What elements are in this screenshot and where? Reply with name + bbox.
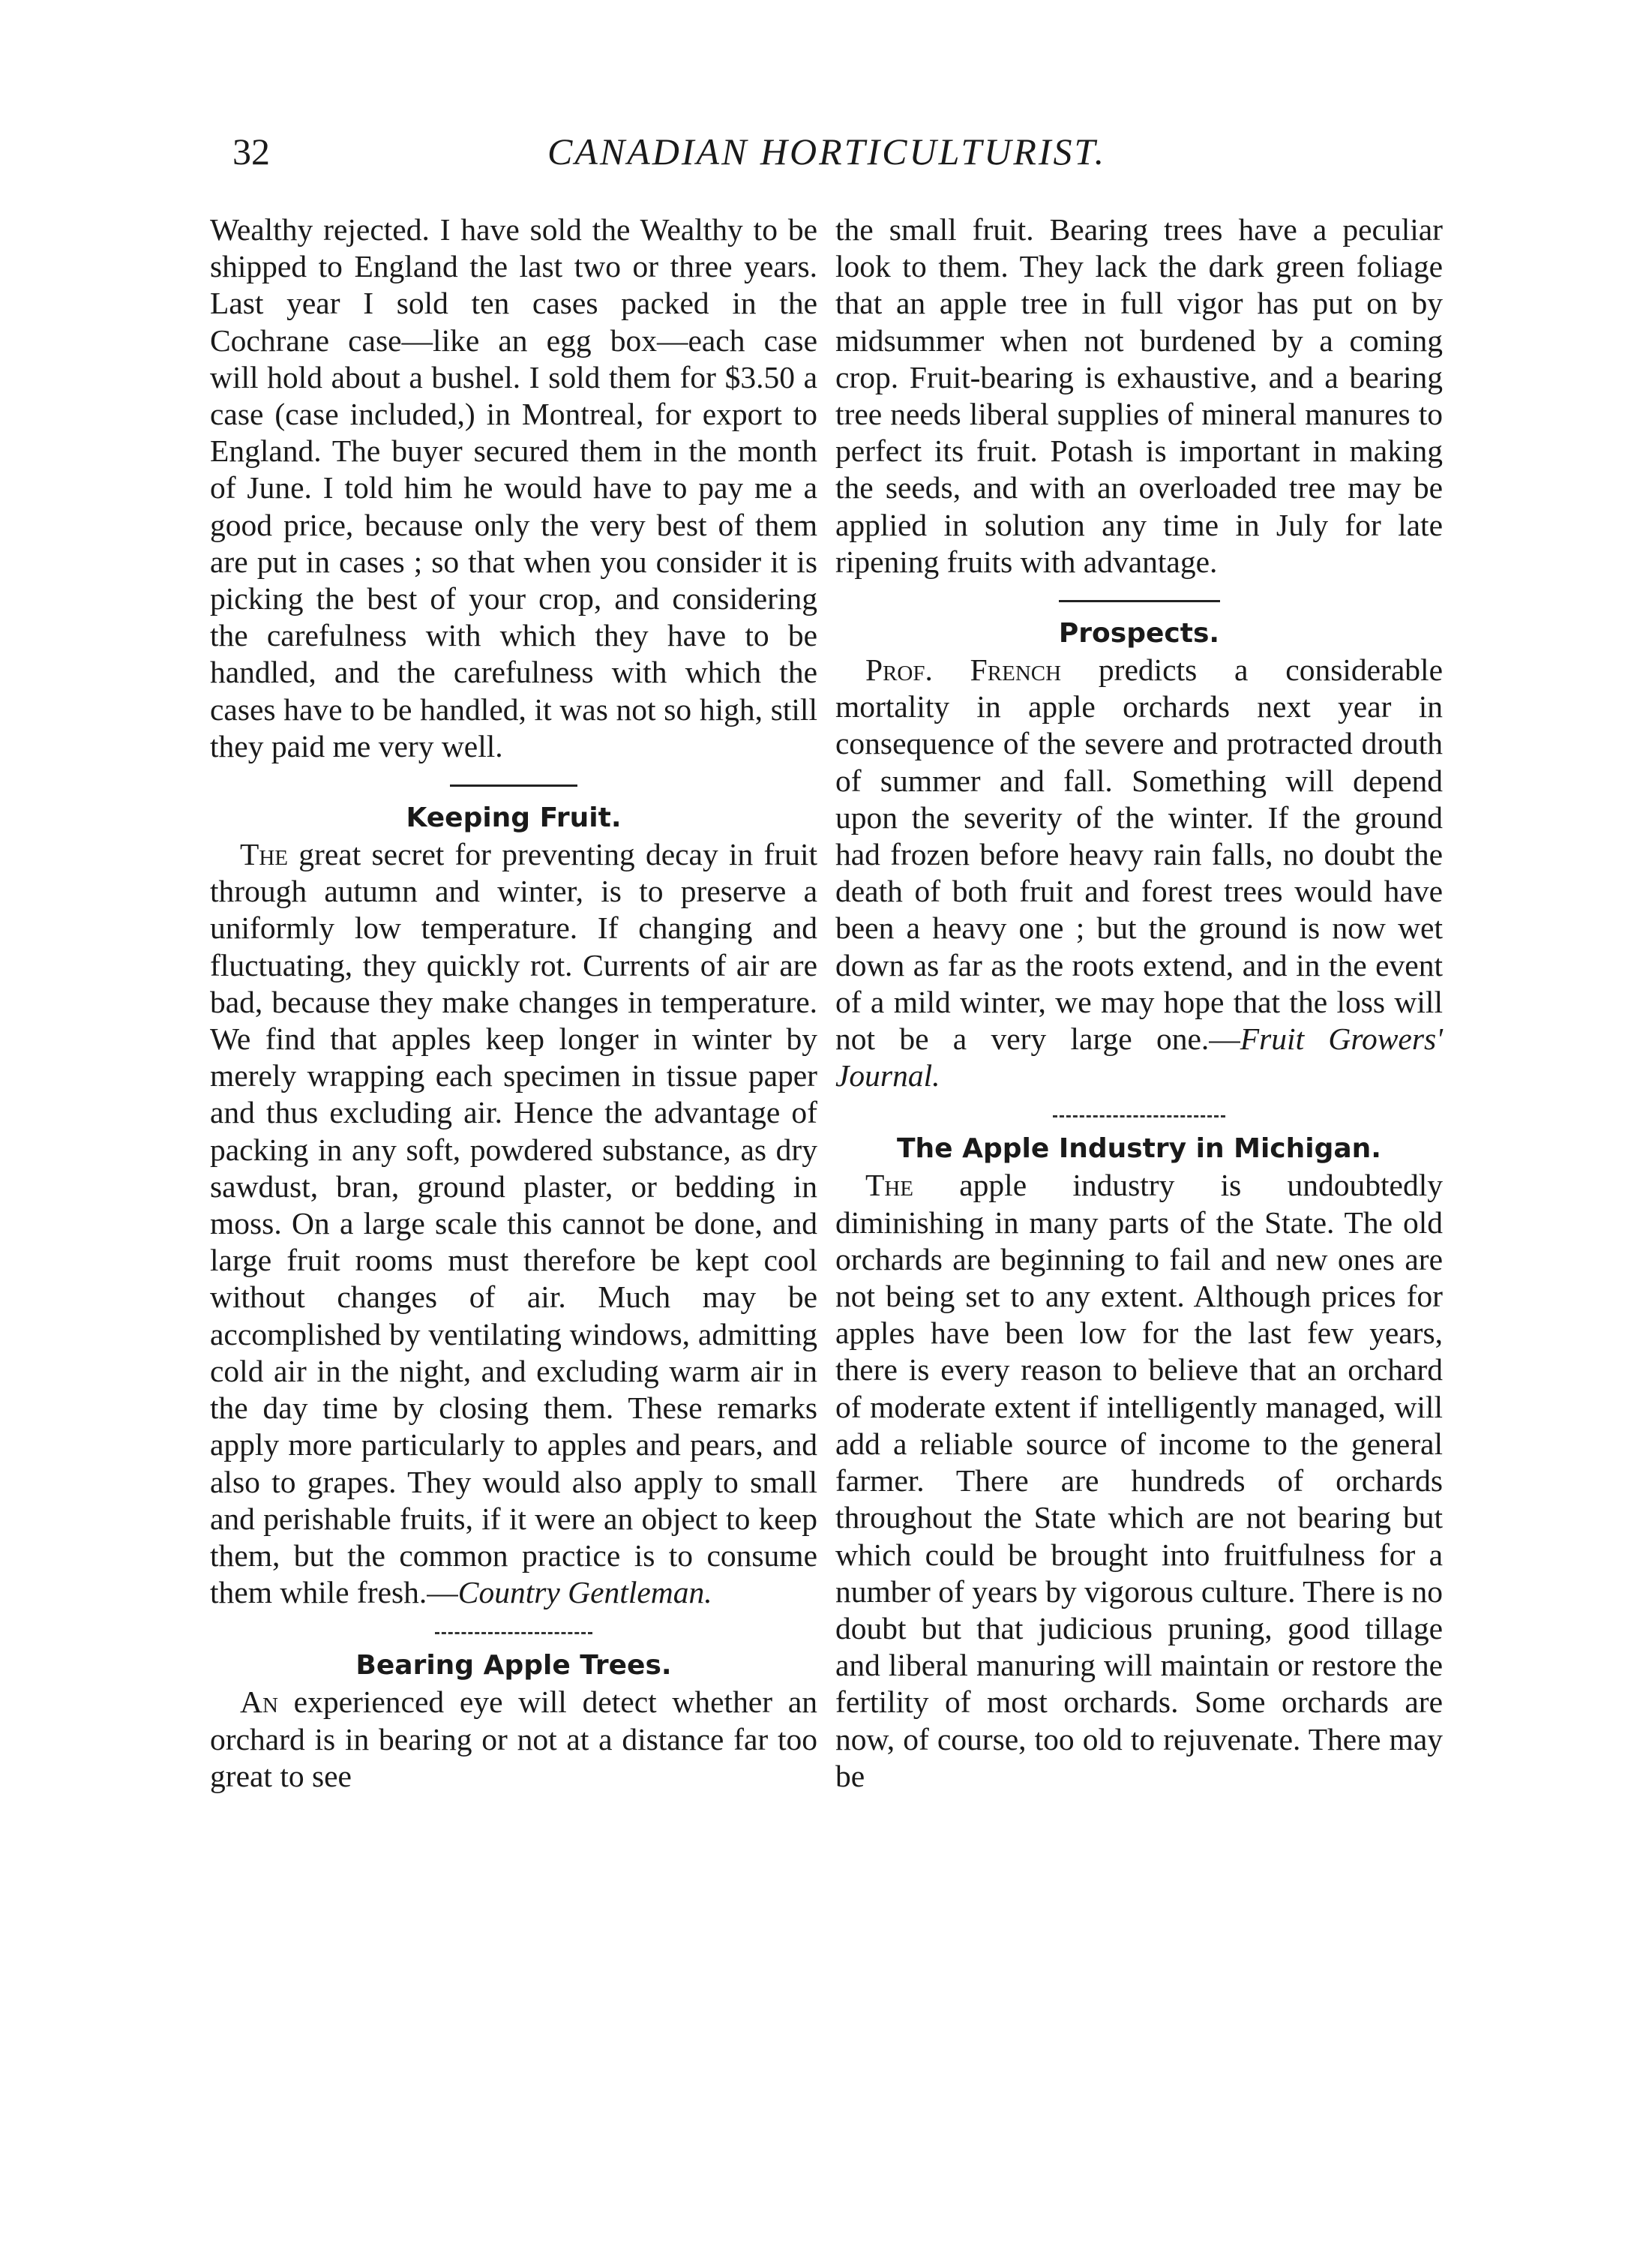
lead-word: The <box>240 837 289 872</box>
paragraph-body: great secret for preventing decay in fruit through autumn and winter, is to preserve a uniformly low temperature. If changing and fluctuating, they quickly rot. Currents of air are bad, because they make changes in temperature. We find that apples keep longer in winter by merely wrapping each specimen in tissue paper and thus excluding air. Hence the advantage of packing in any soft, powdered substance, as dry sawdust, bran, ground plaster, or bedding in moss. On a large scale this cannot be done, and large fruit rooms must therefore be kept cool without changes of air. Much may be accomplished by ventilating windows, admitting cold air in the night, and excluding warm air in the day time by closing them. These remarks apply more particularly to apples and pears, and also to grapes. They would also apply to small and perishable fruits, if it were an object to keep them, but the common practice is to consume them while fresh.— <box>210 837 817 1610</box>
intro-paragraph: Wealthy rejected. I have sold the Wealthy to be shipped to England the last two or three years. Last year I sold ten cases packed in the Cochrane case—like an egg box—each case will hold about a bushel. I sold them for $3.50 a case (case included,) in Montreal, for export to England. The buyer secured them in the month of June. I told him he would have to pay me a good price, because only the very best of them are put in cases ; so that when you consider it is picking the best of your crop, and considering the carefulness with which they have to be handled, and the carefulness with which the cases have to be handled, it was not so high, still they paid me very well. <box>210 212 817 764</box>
page-header <box>232 129 1492 182</box>
section-heading-apple-industry: The Apple Industry in Michigan. <box>897 1133 1381 1165</box>
section-heading-bearing-apple-trees: Bearing Apple Trees. <box>355 1650 672 1682</box>
keeping-fruit-paragraph <box>210 836 817 1611</box>
lead-word: An <box>240 1684 278 1720</box>
left-column <box>210 212 817 1795</box>
apple-industry-paragraph <box>835 1167 1443 1794</box>
continuation-paragraph: the small fruit. Bearing trees have a peculiar look to them. They lack the dark green foliage that an apple tree in full vigor has put on by midsummer when not burdened by a coming crop. Fruit-bearing is exhaustive, and a bearing tree needs liberal supplies of mineral manures to perfect its fruit. Potash is important in making the seeds, and with an overloaded tree may be applied in solution any time in July for late ripening fruits with advantage. <box>835 212 1443 579</box>
running-title: CANADIAN HORTICULTURIST. <box>547 130 1107 172</box>
page-number: 32 <box>232 130 270 172</box>
source-citation: Fruit Growers' Journal. <box>835 1022 1444 1094</box>
section-heading-prospects: Prospects. <box>1058 618 1220 650</box>
lead-word: The <box>865 1168 914 1203</box>
bearing-apple-trees-paragraph <box>210 1684 817 1795</box>
lead-word: Prof. French <box>865 652 1062 688</box>
paragraph-body: experienced eye will detect whether an orchard is in bearing or not at a distance far too great to see <box>210 1684 817 1793</box>
paragraph-body: apple industry is undoubtedly diminishing in many parts of the State. The old orchards are beginning to fail and new ones are not being set to any extent. Although prices for apples have been low for the last few years, there is every reason to believe that an orchard of moderate extent if intelligently managed, will add a reliable source of income to the general farmer. There are hundreds of orchards throughout the State which are not bearing but which could be brought into fruitfulness for a number of years by vigorous culture. There is no doubt but that judicious pruning, good tillage and liberal manuring will maintain or restore the fertility of most orchards. Some orchards are now, of course, too old to rejuvenate. There may be <box>835 1168 1443 1793</box>
prospects-paragraph <box>835 652 1443 1094</box>
paragraph-body: predicts a considerable mortality in apple orchards next year in consequence of the severe and protracted drouth of summer and fall. Something will depend upon the severity of the winter. If the ground had frozen before heavy rain falls, no doubt the death of both fruit and forest trees would have been a heavy one ; but the ground is now wet down as far as the roots extend, and in the event of a mild winter, we may hope that the loss will not be a very large one.— <box>835 652 1443 1057</box>
right-column <box>835 212 1443 1795</box>
source-citation: Country Gentleman. <box>457 1575 712 1610</box>
section-heading-keeping-fruit: Keeping Fruit. <box>406 802 622 834</box>
